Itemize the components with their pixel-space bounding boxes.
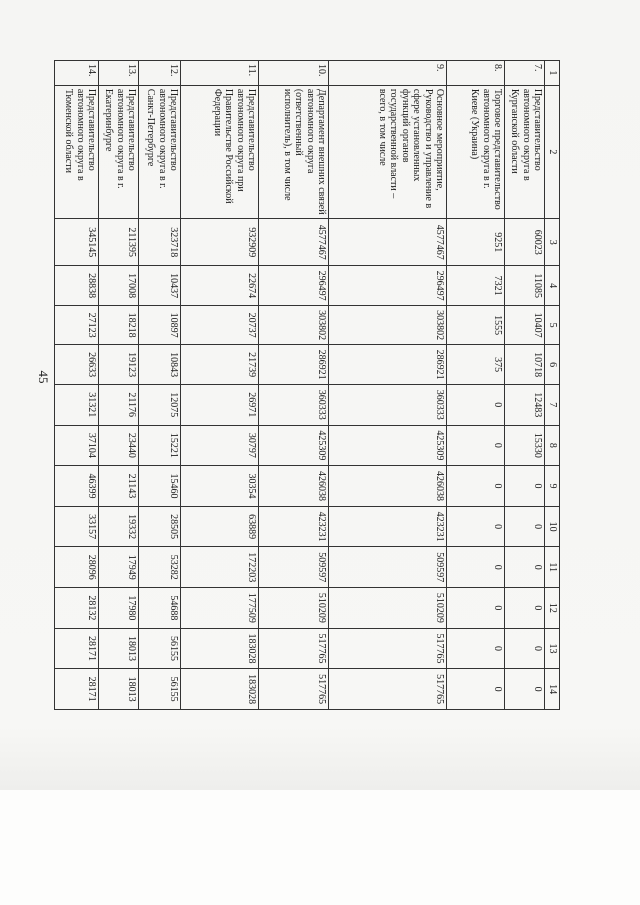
value-cell: 0 [505,547,545,588]
value-cell: 0 [447,669,505,710]
header-cell: 4 [545,266,560,306]
header-cell: 14 [545,669,560,710]
value-cell: 286921 [259,345,329,385]
row-index: 8. [447,61,505,86]
value-cell: 10407 [505,305,545,345]
table-row [181,61,259,710]
value-cell: 26633 [55,345,99,385]
value-cell: 1555 [447,305,505,345]
header-cell: 11 [545,547,560,588]
value-cell: 21143 [99,466,139,507]
value-cell: 375 [447,345,505,385]
page-number: 45 [36,370,51,384]
value-cell: 28132 [55,588,99,629]
value-cell: 7321 [447,266,505,306]
value-cell: 323718 [139,219,181,266]
table-row [447,61,505,710]
table-row [139,61,181,710]
header-cell: 10 [545,506,560,547]
table-row [329,61,447,710]
value-cell: 17980 [99,588,139,629]
value-cell: 28505 [139,506,181,547]
header-cell: 7 [545,384,560,425]
value-cell: 0 [447,506,505,547]
value-cell: 423231 [259,506,329,547]
value-cell: 46399 [55,466,99,507]
table-row [259,61,329,710]
row-index: 11. [181,61,259,86]
value-cell: 509597 [329,547,447,588]
header-cell: 13 [545,628,560,669]
value-cell: 0 [447,588,505,629]
value-cell: 30797 [181,425,259,466]
row-index: 12. [139,61,181,86]
value-cell: 18013 [99,669,139,710]
row-index: 7. [505,61,545,86]
value-cell: 27123 [55,305,99,345]
value-cell: 360333 [259,384,329,425]
value-cell: 28096 [55,547,99,588]
value-cell: 12075 [139,384,181,425]
value-cell: 426038 [329,466,447,507]
header-cell: 8 [545,425,560,466]
value-cell: 517765 [259,628,329,669]
value-cell: 0 [447,547,505,588]
value-cell: 4577467 [329,219,447,266]
value-cell: 0 [505,466,545,507]
table-header-row [545,61,560,710]
value-cell: 15221 [139,425,181,466]
value-cell: 17949 [99,547,139,588]
value-cell: 0 [505,588,545,629]
header-cell: 6 [545,345,560,385]
value-cell: 426038 [259,466,329,507]
value-cell: 18013 [99,628,139,669]
value-cell: 425309 [329,425,447,466]
budget-table [55,60,561,710]
header-cell: 12 [545,588,560,629]
value-cell: 0 [505,506,545,547]
value-cell: 30354 [181,466,259,507]
value-cell: 10897 [139,305,181,345]
row-name: Представительство автономного округа в Курганской области [505,85,545,218]
value-cell: 53282 [139,547,181,588]
value-cell: 286921 [329,345,447,385]
row-name: Торговое представительство автономного округа в г. Киеве (Украина) [447,85,505,218]
value-cell: 211395 [99,219,139,266]
value-cell: 20737 [181,305,259,345]
value-cell: 0 [447,425,505,466]
value-cell: 296497 [329,266,447,306]
value-cell: 28171 [55,628,99,669]
table-row [99,61,139,710]
value-cell: 63889 [181,506,259,547]
value-cell: 345145 [55,219,99,266]
value-cell: 56155 [139,669,181,710]
header-cell: 1 [545,61,560,86]
value-cell: 31321 [55,384,99,425]
header-cell: 5 [545,305,560,345]
value-cell: 37104 [55,425,99,466]
row-name: Департамент внешних связей автономного округа (ответственный исполнитель), в том числе [259,85,329,218]
value-cell: 19123 [99,345,139,385]
value-cell: 22674 [181,266,259,306]
value-cell: 0 [447,384,505,425]
header-cell: 3 [545,219,560,266]
table-row [55,61,99,710]
row-name: Представительство автономного округа при Правительстве Российской Федерации [181,85,259,218]
value-cell: 56155 [139,628,181,669]
row-index: 14. [55,61,99,86]
value-cell: 517765 [259,669,329,710]
header-cell: 9 [545,466,560,507]
row-name: Представительство автономного округа в г. Екатеринбурге [99,85,139,218]
value-cell: 0 [447,628,505,669]
row-name: Представительство автономного округа в Тюменской области [55,85,99,218]
value-cell: 23440 [99,425,139,466]
value-cell: 10718 [505,345,545,385]
value-cell: 296497 [259,266,329,306]
value-cell: 28838 [55,266,99,306]
row-name: Основное мероприятие, Руководство и управление в сфере установленных функций органов государственной власти – всего, в том числе [329,85,447,218]
value-cell: 517765 [329,628,447,669]
header-cell: 2 [545,85,560,218]
value-cell: 932909 [181,219,259,266]
row-index: 13. [99,61,139,86]
value-cell: 425309 [259,425,329,466]
value-cell: 303802 [329,305,447,345]
value-cell: 15330 [505,425,545,466]
row-index: 9. [329,61,447,86]
value-cell: 177509 [181,588,259,629]
value-cell: 17008 [99,266,139,306]
value-cell: 172203 [181,547,259,588]
value-cell: 33157 [55,506,99,547]
value-cell: 15460 [139,466,181,507]
value-cell: 60023 [505,219,545,266]
value-cell: 12483 [505,384,545,425]
value-cell: 0 [505,669,545,710]
value-cell: 18218 [99,305,139,345]
value-cell: 510209 [329,588,447,629]
value-cell: 0 [505,628,545,669]
value-cell: 21176 [99,384,139,425]
value-cell: 10843 [139,345,181,385]
row-index: 10. [259,61,329,86]
value-cell: 28171 [55,669,99,710]
value-cell: 360333 [329,384,447,425]
value-cell: 510209 [259,588,329,629]
value-cell: 9251 [447,219,505,266]
value-cell: 517765 [329,669,447,710]
value-cell: 11085 [505,266,545,306]
value-cell: 19332 [99,506,139,547]
value-cell: 54688 [139,588,181,629]
value-cell: 26971 [181,384,259,425]
row-name: Представительство автономного округа в г. Санкт-Петербурге [139,85,181,218]
page-margin [0,790,640,905]
value-cell: 0 [447,466,505,507]
value-cell: 423231 [329,506,447,547]
value-cell: 183028 [181,669,259,710]
value-cell: 303802 [259,305,329,345]
value-cell: 4577467 [259,219,329,266]
budget-table-container [63,60,560,710]
value-cell: 10437 [139,266,181,306]
value-cell: 183028 [181,628,259,669]
value-cell: 21739 [181,345,259,385]
table-row [505,61,545,710]
value-cell: 509597 [259,547,329,588]
